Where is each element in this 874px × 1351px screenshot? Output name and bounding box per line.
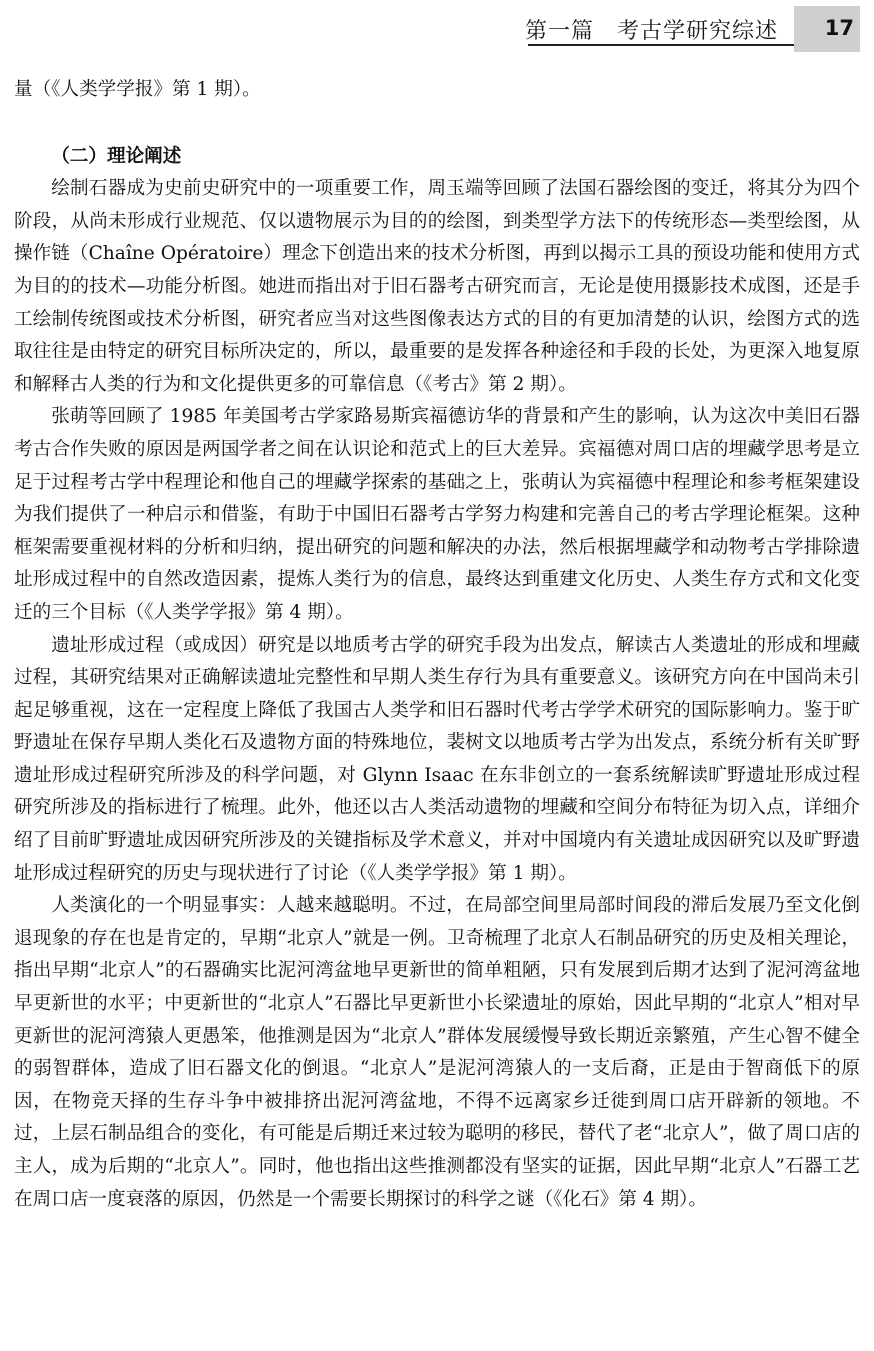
header-rule [528, 44, 794, 46]
paragraph-4: 人类演化的一个明显事实：人越来越聪明。不过，在局部空间里局部时间段的滞后发展乃至文化倒退现象的存在也是肯定的，早期“北京人”就是一例。卫奇梳理了北京人石制品研究的历史及相关理论，指出早期“北京人”的石器确实比泥河湾盆地早更新世的简单粗陋，只有发展到后期才达到了泥河湾盆地早更新世的水平；中更新世的“北京人”石器比早更新世小长梁遗址的原始，因此早期的“北京人”相对早更新世的泥河湾猿人更愚笨，他推测是因为“北京人”群体发展缓慢导致长期近亲繁殖，产生心智不健全的弱智群体，造成了旧石器文化的倒退。“北京人”是泥河湾猿人的一支后裔，正是由于智商低下的原因，在物竞天择的生存斗争中被排挤出泥河湾盆地，不得不远离家乡迁徙到周口店开辟新的领地。不过，上层石制品组合的变化，有可能是后期迁来过较为聪明的移民，替代了老“北京人”，做了周口店的主人，成为后期的“北京人”。同时，他也指出这些推测都没有坚实的证据，因此早期“北京人”石器工艺在周口店一度衰落的原因，仍然是一个需要长期探讨的科学之谜（《化石》第 4 期）。 [14, 895, 860, 1210]
running-title: 第一篇 考古学研究综述 [524, 19, 778, 44]
section-heading: （二）理论阐述 [51, 145, 182, 167]
page-body [14, 74, 860, 1216]
page-header [0, 0, 874, 60]
page-number: 17 [824, 16, 854, 40]
continued-text: 量（《人类学学报》第 1 期）。 [14, 79, 261, 100]
paragraph-3: 遗址形成过程（或成因）研究是以地质考古学的研究手段为出发点，解读古人类遗址的形成和埋藏过程，其研究结果对正确解读遗址完整性和早期人类生存行为具有重要意义。该研究方向在中国尚未引起足够重视，这在一定程度上降低了我国古人类学和旧石器时代考古学学术研究的国际影响力。鉴于旷野遗址在保存早期人类化石及遗物方面的特殊地位，裴树文以地质考古学为出发点，系统分析有关旷野遗址形成过程研究所涉及的科学问题，对 Glynn Isaac 在东非创立的一套系统解读旷野遗址形成过程研究所涉及的指标进行了梳理。此外，他还以古人类活动遗物的埋藏和空间分布特征为切入点，详细介绍了目前旷野遗址成因研究所涉及的关键指标及学术意义，并对中国境内有关遗址成因研究以及旷野遗址形成过程研究的历史与现状进行了讨论（《人类学学报》第 1 期）。 [14, 634, 860, 884]
paragraph-2: 张萌等回顾了 1985 年美国考古学家路易斯宾福德访华的背景和产生的影响，认为这次中美旧石器考古合作失败的原因是两国学者之间在认识论和范式上的巨大差异。宾福德对周口店的埋藏学思考是立足于过程考古学中程理论和他自己的埋藏学探索的基础之上，张萌认为宾福德中程理论和参考框架建设为我们提供了一种启示和借鉴，有助于中国旧石器考古学努力构建和完善自己的考古学理论框架。这种框架需要重视材料的分析和归纳，提出研究的问题和解决的办法，然后根据埋藏学和动物考古学排除遗址形成过程中的自然改造因素，提炼人类行为的信息，最终达到重建文化历史、人类生存方式和文化变迁的三个目标（《人类学学报》第 4 期）。 [14, 406, 860, 623]
paragraph-1: 绘制石器成为史前史研究中的一项重要工作，周玉端等回顾了法国石器绘图的变迁，将其分为四个阶段，从尚未形成行业规范、仅以遗物展示为目的的绘图，到类型学方法下的传统形态—类型绘图，从操作链（Chaîne Opératoire）理念下创造出来的技术分析图，再到以揭示工具的预设功能和使用方式为目的的技术—功能分析图。她进而指出对于旧石器考古研究而言，无论是使用摄影技术成图，还是手工绘制传统图或技术分析图，研究者应当对这些图像表达方式的目的有更加清楚的认识，绘图方式的选取往往是由特定的研究目标所决定的，所以，最重要的是发挥各种途径和手段的长处，为更深入地复原和解释古人类的行为和文化提供更多的可靠信息（《考古》第 2 期）。 [14, 178, 860, 395]
